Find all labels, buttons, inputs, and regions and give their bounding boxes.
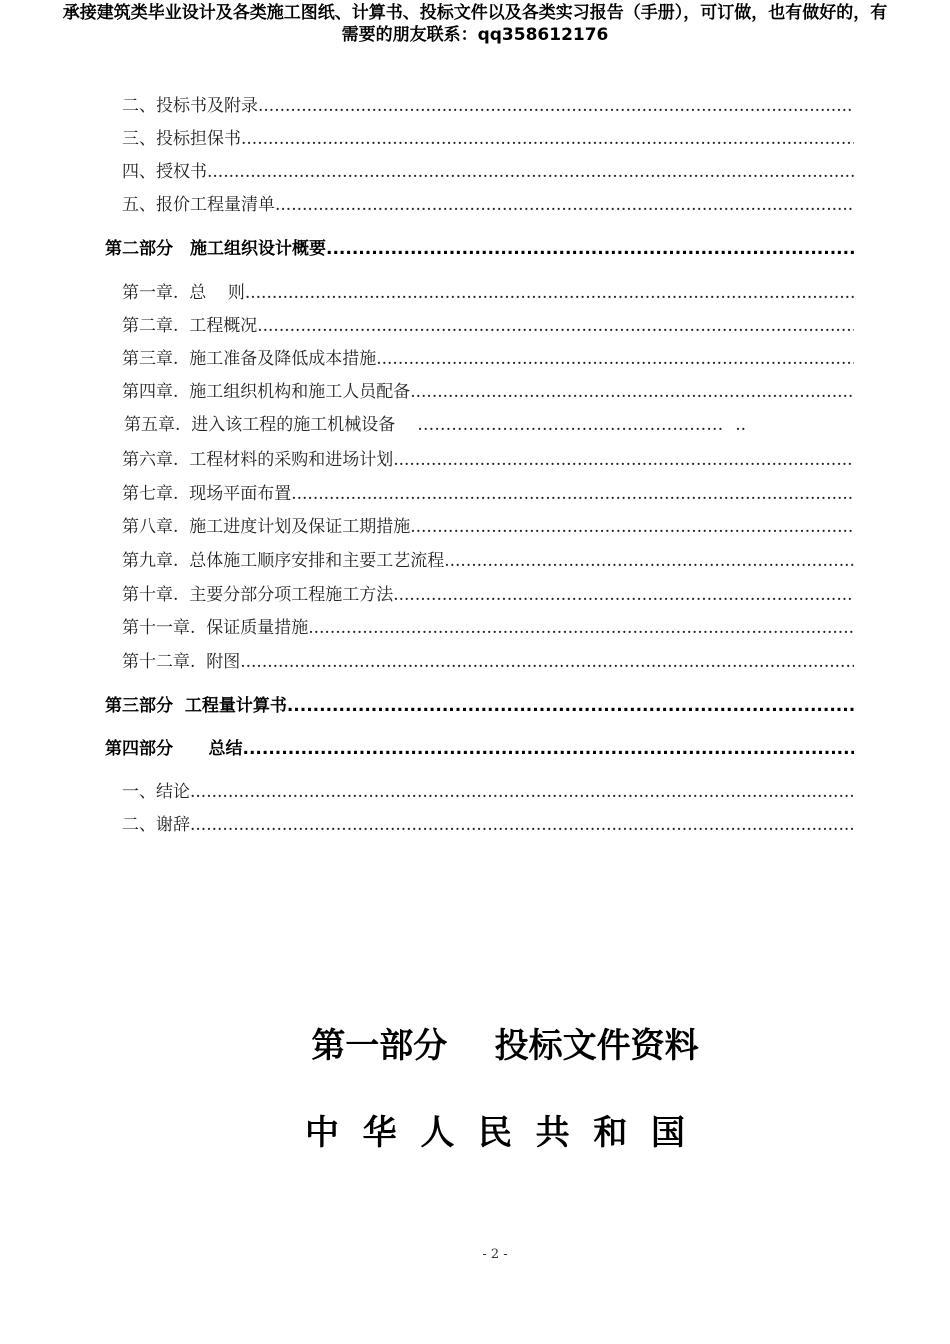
dot-leader bbox=[190, 782, 854, 802]
toc-entry-title: 第一章. 总 则 bbox=[122, 283, 245, 303]
toc-part-two[interactable] bbox=[105, 233, 854, 259]
toc-entry-title: 第九章. 总体施工顺序安排和主要工艺流程 bbox=[122, 551, 445, 571]
header-note: 承接建筑类毕业设计及各类施工图纸、计算书、投标文件以及各类实习报告（手册），可订做，也有做好的，有需要的朋友联系：qq358612176 bbox=[62, 3, 888, 45]
toc-part-title: 第四部分 总结 bbox=[105, 739, 243, 759]
dot-leader bbox=[410, 517, 854, 537]
toc-chapter-9[interactable] bbox=[122, 545, 854, 571]
toc-entry-title: 第五章. 进入该工程的施工机械设备 bbox=[124, 415, 396, 435]
dot-leader bbox=[190, 815, 854, 835]
toc-part-four[interactable] bbox=[105, 733, 854, 759]
toc-chapter-6[interactable] bbox=[122, 444, 854, 470]
dot-leader bbox=[257, 316, 854, 336]
dot-leader bbox=[444, 551, 854, 571]
dot-leader bbox=[410, 382, 854, 402]
dot-leader bbox=[326, 239, 854, 259]
toc-chapter-11[interactable] bbox=[122, 612, 854, 638]
toc-entry-acknowledgement[interactable] bbox=[122, 809, 854, 835]
dot-leader bbox=[245, 283, 854, 303]
toc-entry-quantity-list[interactable] bbox=[122, 189, 854, 215]
toc-entry-conclusion[interactable] bbox=[122, 776, 854, 802]
toc-entry-title: 第四章. 施工组织机构和施工人员配备 bbox=[122, 382, 411, 402]
toc-part-title: 第二部分 施工组织设计概要 bbox=[105, 239, 326, 259]
toc-entry-title: 一、结论 bbox=[122, 782, 190, 802]
dot-leader bbox=[207, 162, 854, 182]
dot-leader-tail: .. bbox=[735, 415, 747, 435]
toc-entry-title: 第八章. 施工进度计划及保证工期措施 bbox=[122, 517, 411, 537]
toc-chapter-10[interactable] bbox=[122, 579, 854, 605]
dot-leader bbox=[393, 450, 854, 470]
toc-entry-title: 第十章. 主要分部分项工程施工方法 bbox=[122, 585, 394, 605]
dot-leader bbox=[308, 618, 854, 638]
country-heading: 中 华 人 民 共 和 国 bbox=[304, 1113, 686, 1153]
page-number: - 2 - bbox=[482, 1247, 508, 1262]
dot-leader bbox=[240, 652, 854, 672]
dot-leader: ……………………………………………… bbox=[417, 415, 724, 435]
toc-chapter-5[interactable] bbox=[124, 409, 844, 435]
toc-entry-bid-letter[interactable] bbox=[122, 90, 854, 116]
toc-entry-title: 第三章. 施工准备及降低成本措施 bbox=[122, 349, 377, 369]
toc-chapter-12[interactable] bbox=[122, 646, 854, 672]
toc-entry-title: 第十二章. 附图 bbox=[122, 652, 241, 672]
toc-entry-title: 第二章. 工程概况 bbox=[122, 316, 258, 336]
toc-chapter-1[interactable] bbox=[122, 277, 854, 303]
toc-chapter-4[interactable] bbox=[122, 376, 854, 402]
toc-chapter-8[interactable] bbox=[122, 511, 854, 537]
dot-leader bbox=[241, 129, 854, 149]
toc-entry-authorization[interactable] bbox=[122, 156, 854, 182]
toc-entry-bid-guarantee[interactable] bbox=[122, 123, 854, 149]
toc-entry-title: 三、投标担保书 bbox=[122, 129, 241, 149]
toc-entry-title: 第七章. 现场平面布置 bbox=[122, 484, 292, 504]
toc-part-three[interactable] bbox=[105, 690, 854, 716]
dot-leader bbox=[275, 195, 854, 215]
toc-entry-title: 第十一章. 保证质量措施 bbox=[122, 618, 309, 638]
toc-part-title: 第三部分 工程量计算书 bbox=[105, 696, 287, 716]
toc-chapter-2[interactable] bbox=[122, 310, 854, 336]
toc-entry-title: 四、授权书 bbox=[122, 162, 207, 182]
toc-entry-title: 五、报价工程量清单 bbox=[122, 195, 275, 215]
dot-leader bbox=[291, 484, 854, 504]
toc-entry-title: 二、投标书及附录 bbox=[122, 96, 258, 116]
dot-leader bbox=[393, 585, 854, 605]
dot-leader bbox=[376, 349, 854, 369]
section-title: 第一部分 投标文件资料 bbox=[311, 1026, 699, 1066]
toc-entry-title: 二、谢辞 bbox=[122, 815, 190, 835]
dot-leader bbox=[243, 739, 854, 759]
toc-chapter-7[interactable] bbox=[122, 478, 854, 504]
dot-leader bbox=[258, 96, 854, 116]
toc-chapter-3[interactable] bbox=[122, 343, 854, 369]
toc-entry-title: 第六章. 工程材料的采购和进场计划 bbox=[122, 450, 394, 470]
dot-leader bbox=[287, 696, 854, 716]
